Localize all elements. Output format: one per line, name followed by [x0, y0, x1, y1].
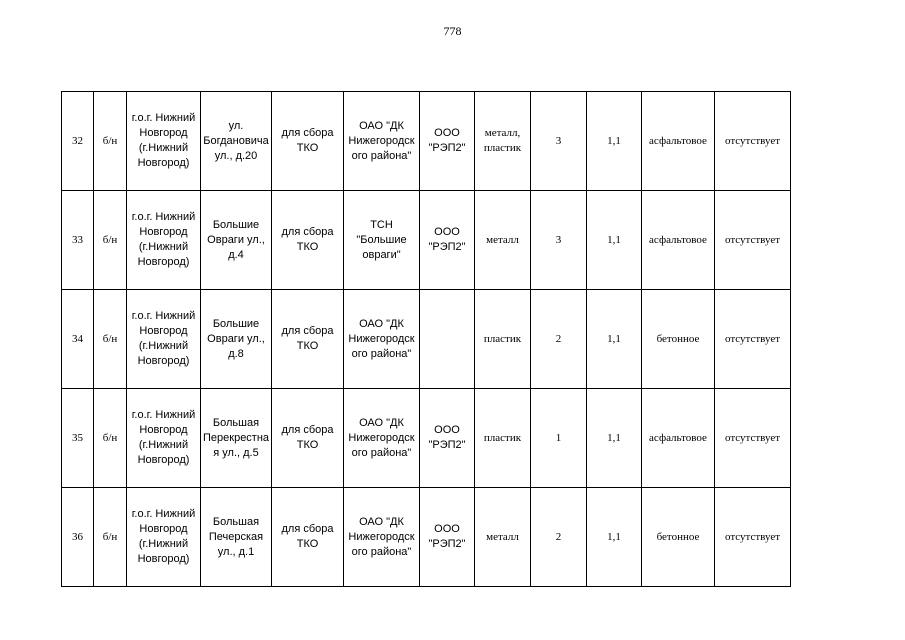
registry-table [61, 91, 791, 587]
row-number: 33 [62, 191, 94, 290]
fence-cell: отсутствует [715, 92, 791, 191]
municipality-cell: г.о.г. Нижний Новгород (г.Нижний Новгород) [127, 191, 201, 290]
purpose-cell: для сбора ТКО [272, 290, 344, 389]
material-cell: металл [475, 191, 531, 290]
operator-cell: ООО "РЭП2" [420, 191, 475, 290]
container-count-cell: 3 [531, 191, 587, 290]
fence-cell: отсутствует [715, 488, 791, 587]
container-count-cell: 2 [531, 488, 587, 587]
operator-cell: ООО "РЭП2" [420, 389, 475, 488]
owner-cell: ТСН "Большие овраги" [344, 191, 420, 290]
material-cell: металл [475, 488, 531, 587]
fence-cell: отсутствует [715, 290, 791, 389]
municipality-cell: г.о.г. Нижний Новгород (г.Нижний Новгород) [127, 488, 201, 587]
material-cell: пластик [475, 290, 531, 389]
registry-mark: б/н [94, 488, 127, 587]
address-cell: Большая Печерская ул., д.1 [201, 488, 272, 587]
municipality-cell: г.о.г. Нижний Новгород (г.Нижний Новгород) [127, 92, 201, 191]
registry-mark: б/н [94, 290, 127, 389]
table-row [62, 488, 791, 587]
container-volume-cell: 1,1 [587, 92, 642, 191]
municipality-cell: г.о.г. Нижний Новгород (г.Нижний Новгород) [127, 389, 201, 488]
surface-cell: асфальтовое [642, 92, 715, 191]
container-volume-cell: 1,1 [587, 488, 642, 587]
address-cell: ул. Богдановича ул., д.20 [201, 92, 272, 191]
container-count-cell: 3 [531, 92, 587, 191]
row-number: 36 [62, 488, 94, 587]
fence-cell: отсутствует [715, 389, 791, 488]
purpose-cell: для сбора ТКО [272, 389, 344, 488]
purpose-cell: для сбора ТКО [272, 92, 344, 191]
registry-mark: б/н [94, 389, 127, 488]
row-number: 34 [62, 290, 94, 389]
purpose-cell: для сбора ТКО [272, 191, 344, 290]
surface-cell: бетонное [642, 290, 715, 389]
operator-cell [420, 290, 475, 389]
table-row [62, 191, 791, 290]
address-cell: Большие Овраги ул., д.4 [201, 191, 272, 290]
surface-cell: асфальтовое [642, 389, 715, 488]
row-number: 35 [62, 389, 94, 488]
table-row [62, 290, 791, 389]
owner-cell: ОАО "ДК Нижегородск ого района" [344, 389, 420, 488]
registry-mark: б/н [94, 191, 127, 290]
registry-mark: б/н [94, 92, 127, 191]
material-cell: пластик [475, 389, 531, 488]
owner-cell: ОАО "ДК Нижегородск ого района" [344, 92, 420, 191]
owner-cell: ОАО "ДК Нижегородск ого района" [344, 488, 420, 587]
operator-cell: ООО "РЭП2" [420, 488, 475, 587]
address-cell: Большие Овраги ул., д.8 [201, 290, 272, 389]
operator-cell: ООО "РЭП2" [420, 92, 475, 191]
container-volume-cell: 1,1 [587, 290, 642, 389]
table-row [62, 92, 791, 191]
container-count-cell: 2 [531, 290, 587, 389]
material-cell: металл, пластик [475, 92, 531, 191]
table-row [62, 389, 791, 488]
municipality-cell: г.о.г. Нижний Новгород (г.Нижний Новгород) [127, 290, 201, 389]
surface-cell: бетонное [642, 488, 715, 587]
purpose-cell: для сбора ТКО [272, 488, 344, 587]
address-cell: Большая Перекрестна я ул., д.5 [201, 389, 272, 488]
row-number: 32 [62, 92, 94, 191]
fence-cell: отсутствует [715, 191, 791, 290]
owner-cell: ОАО "ДК Нижегородск ого района" [344, 290, 420, 389]
surface-cell: асфальтовое [642, 191, 715, 290]
page-number: 778 [443, 24, 462, 38]
container-count-cell: 1 [531, 389, 587, 488]
container-volume-cell: 1,1 [587, 191, 642, 290]
container-volume-cell: 1,1 [587, 389, 642, 488]
